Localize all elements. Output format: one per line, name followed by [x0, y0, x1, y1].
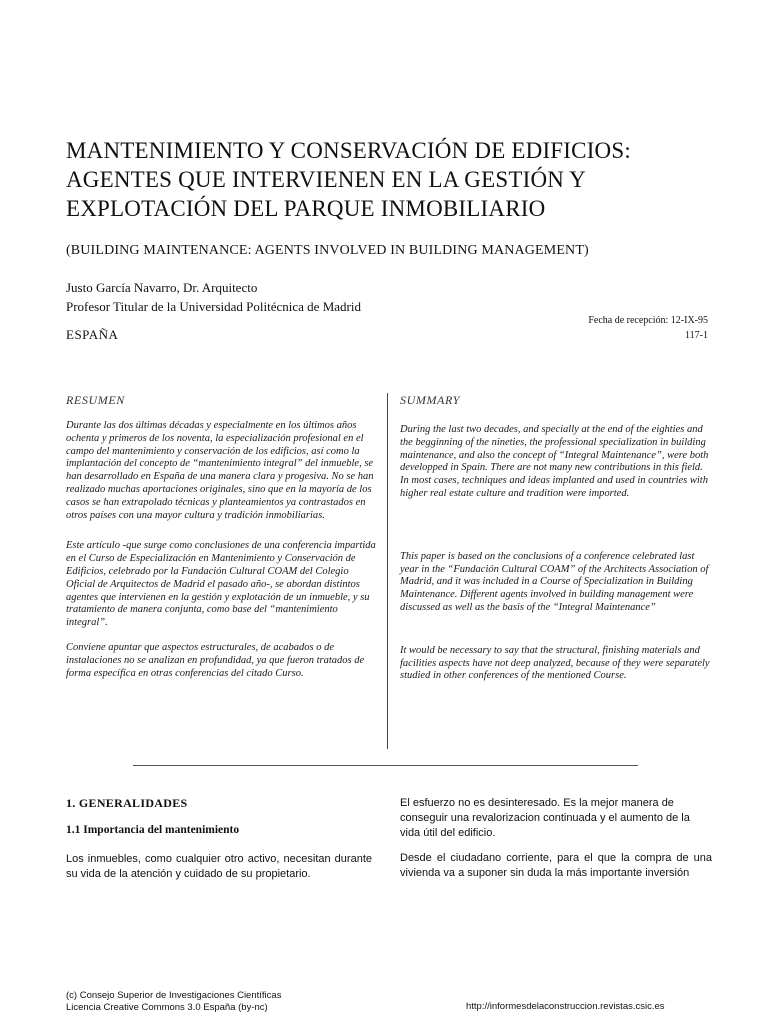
- body-right-column: [400, 796, 712, 893]
- body-paragraph: Desde el ciudadano corriente, para el que la compra de una vivienda va a suponer sin duda la más importante inversión: [400, 852, 712, 879]
- body-left-column: [66, 796, 372, 894]
- author-block: [66, 278, 361, 316]
- title-line-2: AGENTES QUE INTERVIENEN EN LA GESTIÓN Y: [66, 167, 586, 192]
- section-heading: 1. GENERALIDADES: [66, 796, 188, 810]
- reception-date: Fecha de recepción: 12-IX-95: [588, 315, 708, 326]
- english-title: (BUILDING MAINTENANCE: AGENTS INVOLVED IN BUILDING MANAGEMENT): [66, 243, 589, 258]
- body-paragraph: El esfuerzo no es desinteresado. Es la mejor manera de conseguir una revalorizacion continuada y el aumento de la vida útil del edificio.: [400, 797, 690, 839]
- resumen-body: [66, 420, 376, 692]
- footer-license: Licencia Creative Commons 3.0 España (by-nc): [66, 1001, 268, 1013]
- summary-paragraph: It would be necessary to say that the structural, finishing materials and facilities aspects have not deep analyzed, because of they were separately studied in other conferences of the mentioned Course.: [400, 644, 710, 682]
- author-affiliation: Profesor Titular de la Universidad Politécnica de Madrid: [66, 299, 361, 314]
- footer-url[interactable]: http://informesdelaconstruccion.revistas.csic.es: [466, 1001, 665, 1012]
- summary-paragraph: During the last two decades, and specially at the end of the eighties and the begginning of the nineties, the professional specialization in building maintenance, and also the concept of “Integral Maintenance”, were both developped in Spain. There are not many new contributions in this field. In most cases, techniques and ideas implanted and used in countries with higher real estate culture and tradition were imported.: [400, 424, 709, 499]
- summary-body: [400, 424, 712, 695]
- section-divider: [133, 765, 638, 766]
- author-name: Justo García Navarro, Dr. Arquitecto: [66, 280, 258, 295]
- reception-info: [588, 313, 708, 343]
- title-line-3: EXPLOTACIÓN DEL PARQUE INMOBILIARIO: [66, 196, 546, 221]
- article-code: 117-1: [685, 330, 708, 341]
- resumen-paragraph: Este artículo -que surge como conclusiones de una conferencia impartida en el Curso de Especialización en Mantenimiento y Conservación de Edificios, celebrado por la Fundación Cultural COAM del Colegio Oficial de Arquitectos de Madrid el pasado año-, se abordan distintos agentes que intervienen en la gestión y explotación de un inmueble, y su tratamiento de manera conjunta, como base del “mantenimiento integral”.: [66, 540, 376, 629]
- summary-heading: SUMMARY: [400, 393, 460, 407]
- footer-credits: [66, 990, 281, 1013]
- title-line-1: MANTENIMIENTO Y CONSERVACIÓN DE EDIFICIOS:: [66, 138, 631, 163]
- column-divider: [387, 393, 388, 749]
- resumen-paragraph: Durante las dos últimas décadas y especialmente en los últimos años ochenta y primeros de los noventa, la especialización profesional en el campo del mantenimiento y conservación de los edificios, así como la implantación del concepto de “mantenimiento integral” del inmueble, se han desarrollado en España de una manera clara y progesiva. No se han realizado muchas aportaciones originales, sino que en la mayoría de los casos se han extrapolado técnicas y planteamientos ya contrastados en otros países con una mayor cultura y tradición inmobiliarias.: [66, 420, 374, 521]
- author-country: ESPAÑA: [66, 327, 119, 342]
- body-paragraph: Los inmuebles, como cualquier otro activo, necesitan durante su vida de la atención y cuidado de su propietario.: [66, 853, 372, 880]
- resumen-paragraph: Conviene apuntar que aspectos estructurales, de acabados o de instalaciones no se analizan en profundidad, ya que fueron tratados de forma específica en otras conferencias del citado Curso.: [66, 641, 365, 679]
- article-title: [66, 136, 726, 223]
- footer-copyright: (c) Consejo Superior de Investigaciones Científicas: [66, 990, 282, 1001]
- resumen-heading: RESUMEN: [66, 393, 125, 407]
- subsection-heading: 1.1 Importancia del mantenimiento: [66, 824, 240, 836]
- summary-paragraph: This paper is based on the conclusions of a conference celebrated last year in the “Fundación Cultural COAM” of the Architects Association of Madrid, and it was included in a Course of Specialization in Building Maintenance. Different agents involved in building management were discussed as well as the basis of the “Integral Maintenance”: [400, 550, 709, 613]
